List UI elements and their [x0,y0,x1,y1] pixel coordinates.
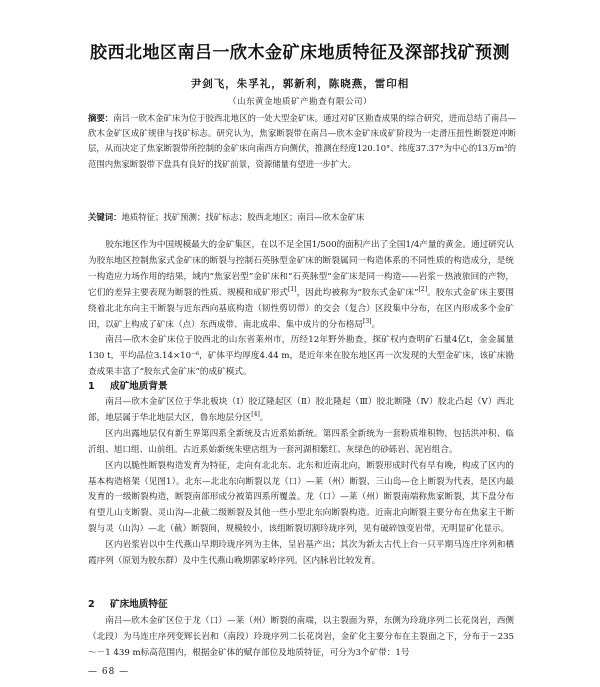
abstract-text: 南吕一欣木金矿床为位于胶西北地区的一处大型金矿床。通过对矿区勘查成果的综合研究，进而总结了南吕—欣木金矿区成矿规律与找矿标志。研究认为，焦家断裂带在南吕—欣木金矿床成矿阶段为一走滑压扭性断裂逆冲断层，从而决定了焦家断裂带所控制的金矿床向南西方向侧伏，推测在经度120.10°、纬度37.37°为中心的13万m²的范围内焦家断裂带下盘具有良好的找矿前景，资源储量有望进一步扩大。 [88,113,517,169]
section-1-paragraph-1 [88,395,514,427]
s1-p1-text-b: 。 [259,412,269,423]
affiliation: （山东黄金地质矿产勘查有限公司） [227,97,372,107]
citation: [2] [418,285,428,293]
paper-title: 胶西北地区南吕一欣木金矿床地质特征及深部找矿预测 [90,43,510,63]
page-number: — 68 — [88,667,130,677]
keywords-label: 关键词： [88,212,122,222]
s1-p1-text: 南吕—欣木金矿区位于华北板块（Ⅰ）胶辽隆起区（Ⅱ）胶北隆起（Ⅲ）胶北断隆（Ⅳ）胶北凸起（Ⅴ）西北部，地层属于华北地层大区，鲁东地层分区 [88,397,514,423]
intro-p1-text-d: 。 [371,319,381,330]
citation: [1] [288,285,297,293]
section-1-paragraph-2: 区内出露地层仅有新生界第四系全新统及古近系始新统。第四系全新统为一套粉质堆积物，包括洪冲积、临沂组、旭口组、山前组。古近系始新统朱壁店组为一套河湖相紫红、灰绿色的砂砾岩、泥岩组合。 [88,428,514,455]
intro-p1-text-c: 。胶东式金矿床主要围绕着北北东向主干断裂与近东西向基底构造（韧性剪切带）的交会（复合）区段集中分布，在区内形成多个金矿田，以矿上构成了矿床（点）东西成带、南北成串、集中成片的分布格局 [88,287,514,330]
section-2-heading [88,596,168,610]
intro-p1-text: 胶东地区作为中国规模最大的金矿集区，在以不足全国1/500的面积产出了全国1/4产量的黄金。通过研究认为胶东地区控制焦家式金矿床的断裂与控制石英脉型金矿床的断裂属同一构造体系的不同性质的构造成分，是统一构造应力场作用的结果，域内“焦家岩型”金矿床和“石英脉型”金矿床是同一构造——岩浆－热液旅回的产物，它们的差异主要表现为断裂的性质、规模和成矿形式 [88,240,514,298]
introduction [88,238,514,381]
section-title: 成矿地质背景 [110,381,168,392]
section-1-paragraph-3: 区内以脆性断裂构造发育为特征，走向有北北东、北东和近南北向，断裂形成时代有早有晚，构成了区内的基本构造格架（见图1）。北东—北北东向断裂以龙（口）—莱（州）断裂、三山岛—仓上断裂为代表，是区内最发育的一级断裂构造，断裂南部形成分被第四系所覆盖。龙（口）—莱（州）断裂南端称焦家断裂，其下盘分布有望儿山支断裂、灵山沟—北截二级断裂及其他一些小型北东向断裂构造。近南北向断裂主要分布在焦家主干断裂与灵（山沟）—北（截）断裂间，规模较小，该组断裂切割玲珑序列，见有破碎蚀变岩带，无明显矿化显示。 [88,460,514,535]
section-1-body [88,395,514,570]
section-2-body [88,614,514,662]
citation: [4] [251,411,260,419]
section-number: 2 [88,599,95,610]
keywords-text: 地质特征；找矿预测；找矿标志；胶西北地区；南吕—欣木金矿床 [121,212,365,222]
abstract-label: 摘要： [88,113,114,123]
author-list: 尹剑飞，朱孚礼，郭新利，陈晓燕，雷印相 [190,78,410,90]
section-1-paragraph-4: 区内岩浆岩以中生代燕山早期玲珑序列为主体，呈岩基产出；其次为新太古代上台一只平期马连庄序列和栖霞序列（原划为胶东群）及中生代燕山晚期郭家岭序列。区内脉岩比较发育。 [88,540,514,567]
section-number: 1 [88,381,95,392]
abstract [88,111,516,172]
citation: [3] [363,317,372,325]
intro-paragraph-1 [88,238,514,333]
intro-p1-text-b: ，因此均被称为“胶东式金矿床” [296,287,419,298]
intro-paragraph-2: 南吕—欣木金矿床位于胶西北的山东省莱州市，历经12年野外勘查，探矿权内查明矿石量4亿t，金金属量130 t，平均品位3.14×10⁻⁶，矿体平均厚度4.44 m，是近年来在胶东地区再一次发现的大型金矿床，该矿床勘查成果丰富了“胶东式金矿床”的成矿模式。 [88,335,514,378]
section-title: 矿床地质特征 [110,599,168,610]
keywords [88,210,516,225]
section-2-paragraph-1: 南吕—欣木金矿区位于龙（口）—莱（州）断裂的南端，以主裂面为界，东侧为玲珑序列二长花岗岩，西侧（北段）为马连庄序列变辉长岩和（南段）玲珑序列二长花岗岩，金矿化主要分布在主裂面之下，分布于－235～－1 439 m标高范围内，根据金矿体的赋存部位及地质特征，可分为3个矿带：1号 [88,616,514,658]
section-1-heading [88,378,168,392]
